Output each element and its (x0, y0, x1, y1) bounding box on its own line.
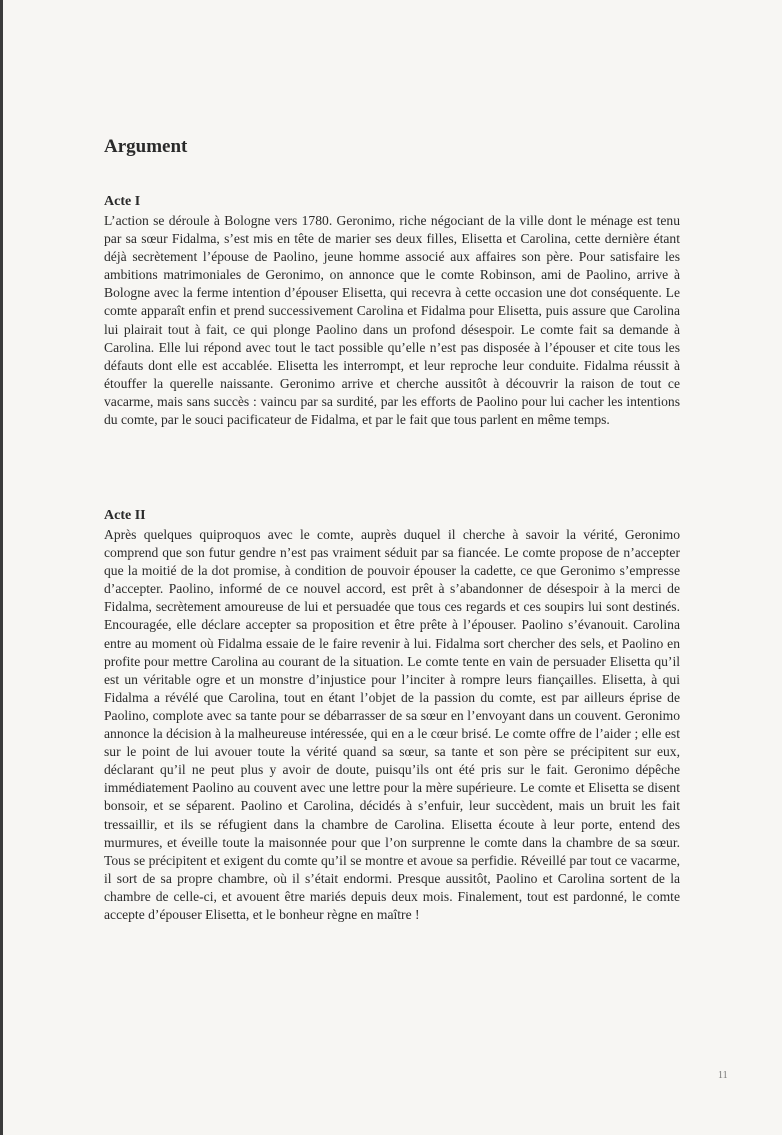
act-2-text: Après quelques quiproquos avec le comte, auprès duquel il cherche à savoir la vérité, Geronimo comprend que son futur gendre n’est pas vraiment séduit par sa fiancée. Le comte propose de n’accepter que la moitié de la dot promise, à condition de pouvoir épouser la cadette, ce que Geronimo s’empresse d’accepter. Paolino, informé de ce nouvel accord, est prêt à s’abandonner de désespoir à la merci de Fidalma, secrètement amoureuse de lui et persuadée que tous ces regards et ces soupirs lui sont destinés. Encouragée, elle déclare accepter sa proposition et être prête à l’épouser. Paolino s’évanouit. Carolina entre au moment où Fidalma essaie de le faire revenir à lui. Fidalma sort chercher des sels, et Paolino en profite pour mettre Carolina au courant de la situation. Le comte tente en vain de persuader Elisetta qu’il est un véritable ogre et un monstre d’injustice pour l’inciter à rompre leurs fiançailles. Elisetta, à qui Fidalma a révélé que Carolina, tout en étant l’objet de la passion du comte, est par ailleurs éprise de Paolino, complote avec sa tante pour se débarrasser de sa sœur en l’envoyant dans un couvent. Geronimo annonce la décision à la malheureuse intéressée, qui en a le cœur brisé. Le comte offre de l’aider ; elle est sur le point de lui avouer toute la vérité quand sa sœur, sa tante et son père se précipitent sur eux, déclarant qu’il ne peut plus y avoir de doute, puisqu’ils ont été pris sur le fait. Geronimo dépêche immédiatement Paolino au couvent avec une lettre pour la mère supérieure. Le comte et Elisetta se disent bonsoir, et se séparent. Paolino et Carolina, décidés à s’enfuir, leur succèdent, mais un bruit les fait tressaillir, et ils se réfugient dans la chambre de Carolina. Elisetta écoute à leur porte, entend des murmures, et éveille toute la maisonnée pour que l’on surprenne le comte dans la chambre de sa sœur. Tous se précipitent et exigent du comte qu’il se montre et avoue sa perfidie. Réveillé par tout ce vacarme, il sort de sa propre chambre, où il s’était endormi. Presque aussitôt, Paolino et Carolina sortent de la chambre de celle-ci, et avouent être mariés depuis deux mois. Finalement, tout est pardonné, le comte accepte d’épouser Elisetta, et le bonheur règne en maître ! (104, 527, 680, 922)
act-1-title: Acte I (104, 194, 141, 209)
page-edge (0, 0, 3, 1135)
act-2-title: Acte II (104, 508, 146, 523)
page-number: 11 (718, 1070, 728, 1081)
page-heading: Argument (104, 136, 188, 157)
act-1-text: L’action se déroule à Bologne vers 1780. Geronimo, riche négociant de la ville dont le ménage est tenu par sa sœur Fidalma, s’est mis en tête de marier ses deux filles, Elisetta et Carolina, cette dernière étant déjà secrètement l’épouse de Paolino, jeune homme associé aux affaires son père. Pour satisfaire les ambitions matrimoniales de Geronimo, on annonce que le comte Robinson, ami de Paolino, arrive à Bologne avec la ferme intention d’épouser Elisetta, qui recevra à cette occasion une dot conséquente. Le comte apparaît enfin et prend successivement Carolina et Fidalma pour Elisetta, puis assure que Carolina lui plairait tout à fait, ce qui plonge Paolino dans un profond désespoir. Le comte fait sa demande à Carolina. Elle lui répond avec tout le tact possible qu’elle n’est pas disposée à l’épouser et cite tous les défauts dont elle est accablée. Elisetta les interrompt, et leur reproche leur conduite. Fidalma réussit à étouffer la querelle naissante. Geronimo arrive et cherche aussitôt à découvrir la raison de tout ce vacarme, mais sans succès : vaincu par sa surdité, par les efforts de Paolino pour lui cacher les intentions du comte, par le souci pacificateur de Fidalma, et par le fait que tous parlent en même temps. (104, 213, 680, 428)
